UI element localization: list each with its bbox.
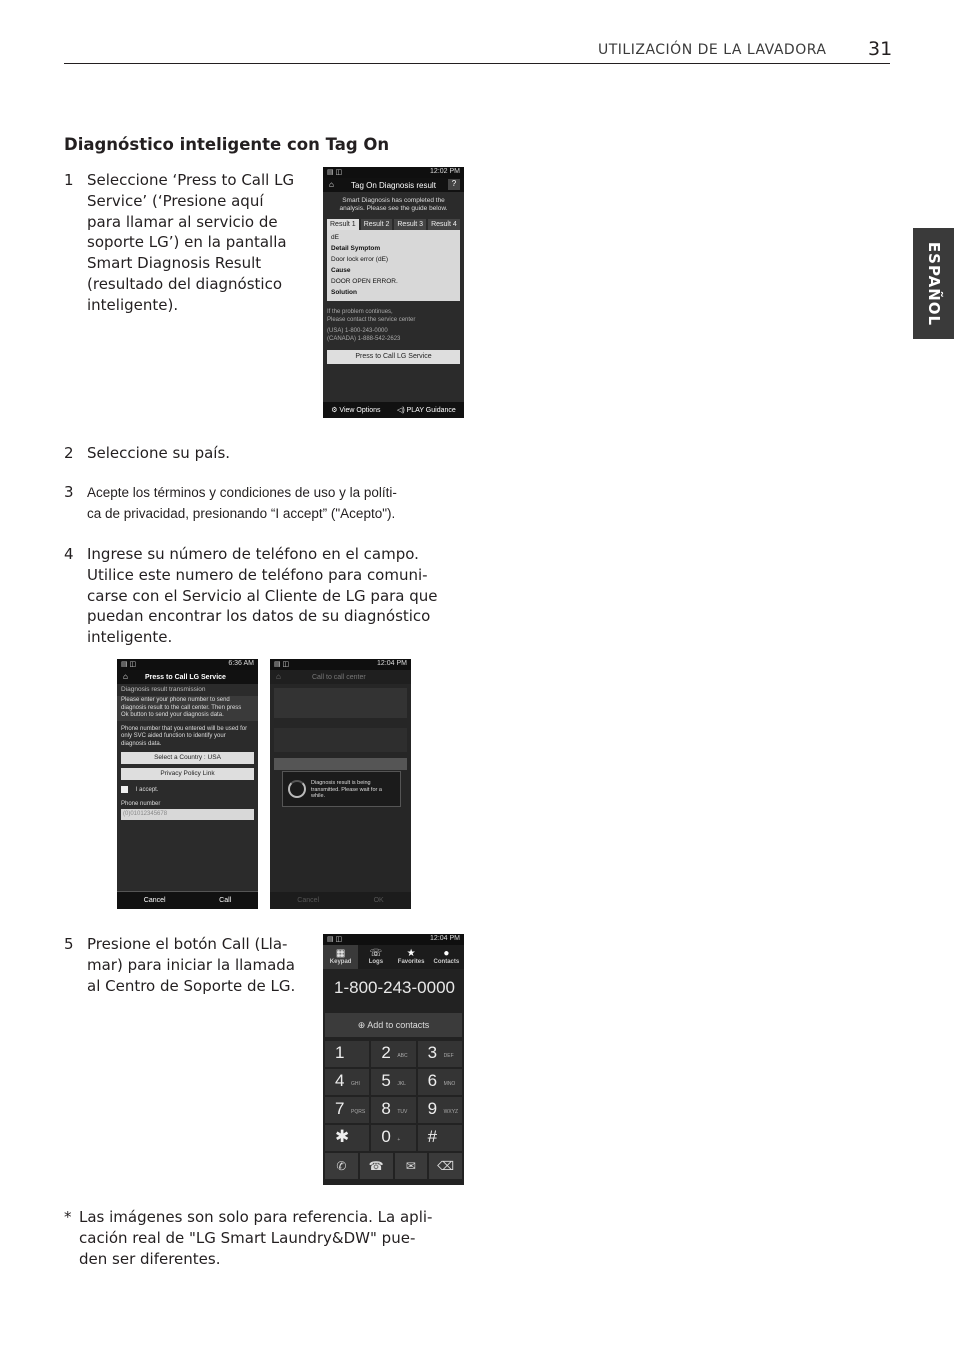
add-to-contacts-label: Add to contacts bbox=[367, 1020, 430, 1030]
home-icon: ⌂ bbox=[123, 672, 128, 681]
text-line: analysis. Please see the guide below. bbox=[339, 205, 448, 212]
screen-title: Tag On Diagnosis result bbox=[351, 181, 436, 190]
tab-label: Logs bbox=[368, 959, 384, 965]
text-line: Smart Diagnosis has completed the bbox=[342, 197, 445, 204]
text-line: Utilice este numero de teléfono para comuni- bbox=[87, 565, 428, 584]
text-line: Door lock error (dE) bbox=[331, 256, 389, 263]
text-line: Ingrese su número de teléfono en el campo. bbox=[87, 545, 419, 563]
text-line: ca de privacidad, presionando “I accept” ("Acepto"). bbox=[87, 506, 396, 521]
key bbox=[418, 1097, 462, 1123]
key-letters: GHI bbox=[351, 1081, 360, 1087]
tab-result-2: Result 2 bbox=[361, 219, 393, 230]
spinner-icon bbox=[288, 780, 306, 798]
text-line: (CANADA) 1-888-542-2623 bbox=[327, 335, 401, 342]
status-time: 6:36 AM bbox=[228, 660, 254, 667]
status-time: 12:02 PM bbox=[430, 168, 460, 175]
step-number: 2 bbox=[64, 444, 74, 462]
status-time: 12:04 PM bbox=[377, 660, 407, 667]
key bbox=[325, 1069, 369, 1095]
footnote-mark: * bbox=[64, 1208, 72, 1226]
key bbox=[371, 1069, 415, 1095]
text-line: Solution bbox=[331, 289, 357, 296]
key bbox=[371, 1097, 415, 1123]
text-line: den ser diferentes. bbox=[79, 1249, 221, 1268]
text-line: Service’ (‘Presione aquí bbox=[87, 191, 264, 210]
text-line: Acepte los términos y condiciones de uso y la políti- bbox=[87, 485, 397, 500]
step-number: 4 bbox=[64, 545, 74, 563]
result-tabs bbox=[323, 219, 464, 230]
text-line: Las imágenes son solo para referencia. La apli- bbox=[79, 1208, 433, 1226]
help-button: ? bbox=[448, 179, 460, 190]
key-digit: 5 bbox=[381, 1071, 391, 1090]
button-bar bbox=[270, 892, 411, 909]
text-line: para llamar al servicio de bbox=[87, 212, 278, 231]
step-text bbox=[87, 482, 397, 524]
section-title: Diagnóstico inteligente con Tag On bbox=[64, 135, 390, 154]
text-line: Seleccione su país. bbox=[87, 444, 231, 462]
step-text bbox=[87, 544, 438, 648]
key-letters: PQRS bbox=[351, 1109, 366, 1115]
progress-dialog bbox=[282, 771, 401, 807]
key bbox=[371, 1125, 415, 1151]
key-letters: DEF bbox=[443, 1053, 454, 1059]
call-button: Call bbox=[219, 897, 232, 904]
text-line: while. bbox=[311, 793, 326, 799]
screenshot-call-lg-service bbox=[117, 659, 258, 909]
text-line: Phone number that you entered will be used for bbox=[121, 725, 248, 732]
view-options-label: View Options bbox=[339, 407, 381, 414]
phone-label: Phone number bbox=[121, 801, 161, 808]
language-tab-label: ESPAÑOL bbox=[924, 241, 943, 326]
key-letters: TUV bbox=[397, 1109, 408, 1115]
screenshot-diagnosis-result bbox=[323, 167, 464, 418]
button-bar bbox=[117, 891, 258, 909]
footnote-text bbox=[79, 1207, 432, 1269]
select-country-button: Select a Country : USA bbox=[121, 752, 254, 764]
tab-favorites bbox=[394, 945, 429, 969]
text-line: inteligente. bbox=[87, 628, 173, 647]
running-header: UTILIZACIÓN DE LA LAVADORA bbox=[598, 42, 827, 58]
dialed-number: 1-800-243-0000 bbox=[334, 978, 455, 997]
person-icon: ● bbox=[443, 948, 450, 959]
key-digit: 8 bbox=[381, 1099, 391, 1118]
text-line: diagnosis data. bbox=[121, 740, 162, 747]
text-line: Diagnosis result is being bbox=[311, 780, 371, 786]
status-bar: ▤ ◫ 12:04 PM bbox=[270, 659, 411, 670]
screen-title: Call to call center bbox=[312, 674, 366, 681]
dimmed-instructions bbox=[274, 688, 407, 718]
phone-call-icon: ✆ bbox=[325, 1153, 358, 1179]
play-guidance-label: PLAY Guidance bbox=[406, 407, 456, 414]
screenshot-transmitting bbox=[270, 659, 411, 909]
key bbox=[325, 1097, 369, 1123]
screenshot-dialer bbox=[323, 934, 464, 1185]
dialer-tabs bbox=[323, 945, 464, 969]
key-digit: 3 bbox=[427, 1043, 438, 1062]
call-lg-service-button: Press to Call LG Service bbox=[327, 350, 460, 364]
key-digit: 0 bbox=[381, 1127, 391, 1146]
action-bar bbox=[323, 178, 464, 192]
tab-keypad bbox=[323, 945, 358, 969]
dimmed-country-button bbox=[274, 758, 407, 770]
text-line: Please enter your phone number to send bbox=[121, 697, 230, 703]
text-line: al Centro de Soporte de LG. bbox=[87, 976, 296, 995]
dialog-text bbox=[311, 780, 382, 800]
intro-text bbox=[323, 197, 464, 213]
tab-contacts bbox=[429, 945, 464, 969]
status-time: 12:04 PM bbox=[430, 935, 460, 942]
key-letters: JKL bbox=[397, 1081, 406, 1087]
key-digit: 2 bbox=[381, 1043, 391, 1062]
text-line: Cause bbox=[331, 267, 351, 274]
key bbox=[418, 1041, 462, 1067]
accept-label: I accept. bbox=[135, 787, 159, 794]
text-line: only SVC aided function to identify your bbox=[121, 733, 226, 739]
key bbox=[418, 1069, 462, 1095]
key-digit: 6 bbox=[427, 1071, 438, 1090]
step-text bbox=[87, 934, 295, 996]
text-line: Please contact the service center bbox=[327, 316, 416, 323]
text-line: Smart Diagnosis Result bbox=[87, 254, 262, 273]
tab-logs bbox=[358, 945, 393, 969]
keypad-grid bbox=[323, 1041, 464, 1151]
text-line: Detail Symptom bbox=[331, 245, 381, 252]
backspace-icon: ⌫ bbox=[429, 1153, 462, 1179]
instructions bbox=[117, 696, 258, 721]
step-text bbox=[87, 170, 294, 316]
tab-label: Favorites bbox=[397, 959, 425, 965]
text-line: DOOR OPEN ERROR. bbox=[331, 278, 398, 285]
accept-row bbox=[117, 780, 258, 794]
add-to-contacts-button bbox=[325, 1013, 462, 1037]
note bbox=[117, 721, 258, 749]
play-guidance-button: ◁) PLAY Guidance bbox=[396, 407, 456, 414]
voicemail-icon: ☎ bbox=[360, 1153, 393, 1179]
page-number: 31 bbox=[868, 38, 893, 60]
message-icon: ✉ bbox=[395, 1153, 428, 1179]
step-number: 5 bbox=[64, 935, 74, 953]
key bbox=[325, 1125, 369, 1151]
status-bar: ▤ ◫ 12:02 PM bbox=[323, 167, 464, 178]
text-line: Presione el botón Call (Lla- bbox=[87, 935, 288, 953]
text-line: dE bbox=[331, 234, 339, 241]
accept-checkbox bbox=[121, 786, 128, 793]
cancel-button: Cancel bbox=[143, 897, 166, 904]
action-bar bbox=[117, 670, 258, 684]
key-letters: + bbox=[397, 1137, 401, 1143]
text-line: cación real de "LG Smart Laundry&DW" pue- bbox=[79, 1228, 416, 1247]
header-rule bbox=[64, 63, 890, 64]
home-icon: ⌂ bbox=[329, 180, 334, 189]
cancel-button: Cancel bbox=[297, 897, 320, 904]
status-bar: ▤ ◫ 12:04 PM bbox=[323, 934, 464, 945]
plus-icon: ⊕ bbox=[357, 1020, 368, 1030]
key-digit: 9 bbox=[427, 1099, 438, 1118]
text-line: If the problem continues, bbox=[327, 309, 393, 315]
action-bar bbox=[270, 670, 411, 684]
text-line: transmitted. Please wait for a bbox=[311, 786, 382, 793]
step-text bbox=[87, 443, 230, 464]
tab-result-1: Result 1 bbox=[327, 219, 359, 230]
key-letters: MNO bbox=[443, 1081, 456, 1087]
language-tab bbox=[913, 228, 954, 339]
keypad-icon: ▦ bbox=[335, 948, 346, 959]
key-digit: 7 bbox=[335, 1099, 345, 1118]
ok-button: OK bbox=[373, 897, 384, 904]
key-digit: # bbox=[427, 1127, 438, 1146]
home-icon: ⌂ bbox=[276, 672, 281, 681]
tab-label: Keypad bbox=[329, 959, 352, 965]
text-line: Seleccione ‘Press to Call LG bbox=[87, 171, 295, 189]
text-line: Ok button to send your diagnosis data. bbox=[121, 712, 224, 718]
text-line: mar) para iniciar la llamada bbox=[87, 955, 295, 974]
tab-result-4: Result 4 bbox=[428, 219, 460, 230]
tab-label: Contacts bbox=[433, 959, 460, 965]
key bbox=[325, 1041, 369, 1067]
key bbox=[371, 1041, 415, 1067]
key-digit: 4 bbox=[335, 1071, 345, 1090]
key bbox=[418, 1125, 462, 1151]
contact-text bbox=[323, 301, 464, 343]
text-line: soporte LG’) en la pantalla bbox=[87, 233, 287, 252]
dialer-actions bbox=[323, 1151, 464, 1181]
status-bar: ▤ ◫ 6:36 AM bbox=[117, 659, 258, 670]
key-letters: WXYZ bbox=[443, 1109, 459, 1115]
bottom-bar bbox=[323, 402, 464, 418]
text-line: carse con el Servicio al Cliente de LG para que bbox=[87, 586, 438, 605]
text-line: (resultado del diagnóstico bbox=[87, 274, 283, 293]
logs-icon: ☏ bbox=[369, 948, 383, 959]
screen-title: Press to Call LG Service bbox=[145, 674, 226, 681]
tab-result-3: Result 3 bbox=[394, 219, 426, 230]
step-number: 3 bbox=[64, 483, 74, 501]
key-letters: ABC bbox=[397, 1053, 408, 1059]
text-line: puedan encontrar los datos de su diagnóstico bbox=[87, 607, 431, 626]
view-options-button: ⚙ View Options bbox=[331, 407, 381, 414]
star-icon: ★ bbox=[406, 948, 416, 959]
privacy-policy-button: Privacy Policy Link bbox=[121, 768, 254, 780]
key-digit: 1 bbox=[335, 1043, 345, 1062]
subtitle: Diagnosis result transmission bbox=[121, 686, 206, 693]
dimmed-note bbox=[274, 728, 407, 752]
phone-field: (0)01012345678 bbox=[121, 809, 254, 820]
step-number: 1 bbox=[64, 171, 74, 189]
text-line: diagnosis result to the call center. Then press bbox=[121, 704, 242, 711]
key-digit: ✱ bbox=[335, 1127, 350, 1146]
text-line: (USA) 1-800-243-0000 bbox=[327, 328, 388, 334]
text-line: inteligente). bbox=[87, 295, 179, 314]
result-box bbox=[327, 230, 460, 301]
